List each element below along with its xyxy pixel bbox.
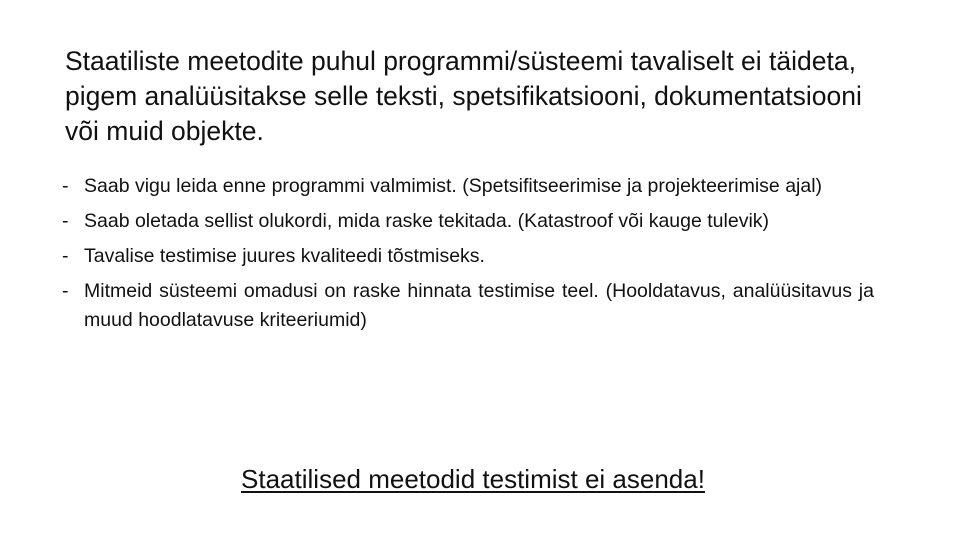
bullet-text: Saab oletada sellist olukordi, mida raske tekitada. (Katastroof või kauge tulevik): [84, 210, 770, 232]
bullet-text: Saab vigu leida enne programmi valmimist. (Spetsifitseerimise ja projekteerimise ajal): [84, 175, 823, 197]
bullet-item: [62, 207, 874, 236]
bullet-text: Mitmeid süsteemi omadusi on raske hinnata testimise teel. (Hooldatavus, analüüsitavus ja muud hoodlatavuse kriteeriumid): [84, 280, 874, 331]
bullet-item: [62, 172, 874, 201]
bullet-item: [62, 277, 874, 335]
bullet-marker: -: [62, 245, 69, 267]
bullet-list: [62, 172, 874, 341]
bullet-marker: -: [62, 280, 69, 302]
bullet-text: Tavalise testimise juures kvaliteedi tõstmiseks.: [84, 245, 485, 267]
bullet-marker: -: [62, 210, 69, 232]
conclusion-text: Staatilised meetodid testimist ei asenda!: [241, 464, 705, 494]
intro-paragraph: Staatiliste meetodite puhul programmi/süsteemi tavaliselt ei täideta, pigem analüüsitakse selle teksti, spetsifikatsiooni, dokumentatsiooni või muid objekte.: [65, 46, 862, 146]
bullet-marker: -: [62, 175, 69, 197]
bullet-item: [62, 242, 874, 271]
